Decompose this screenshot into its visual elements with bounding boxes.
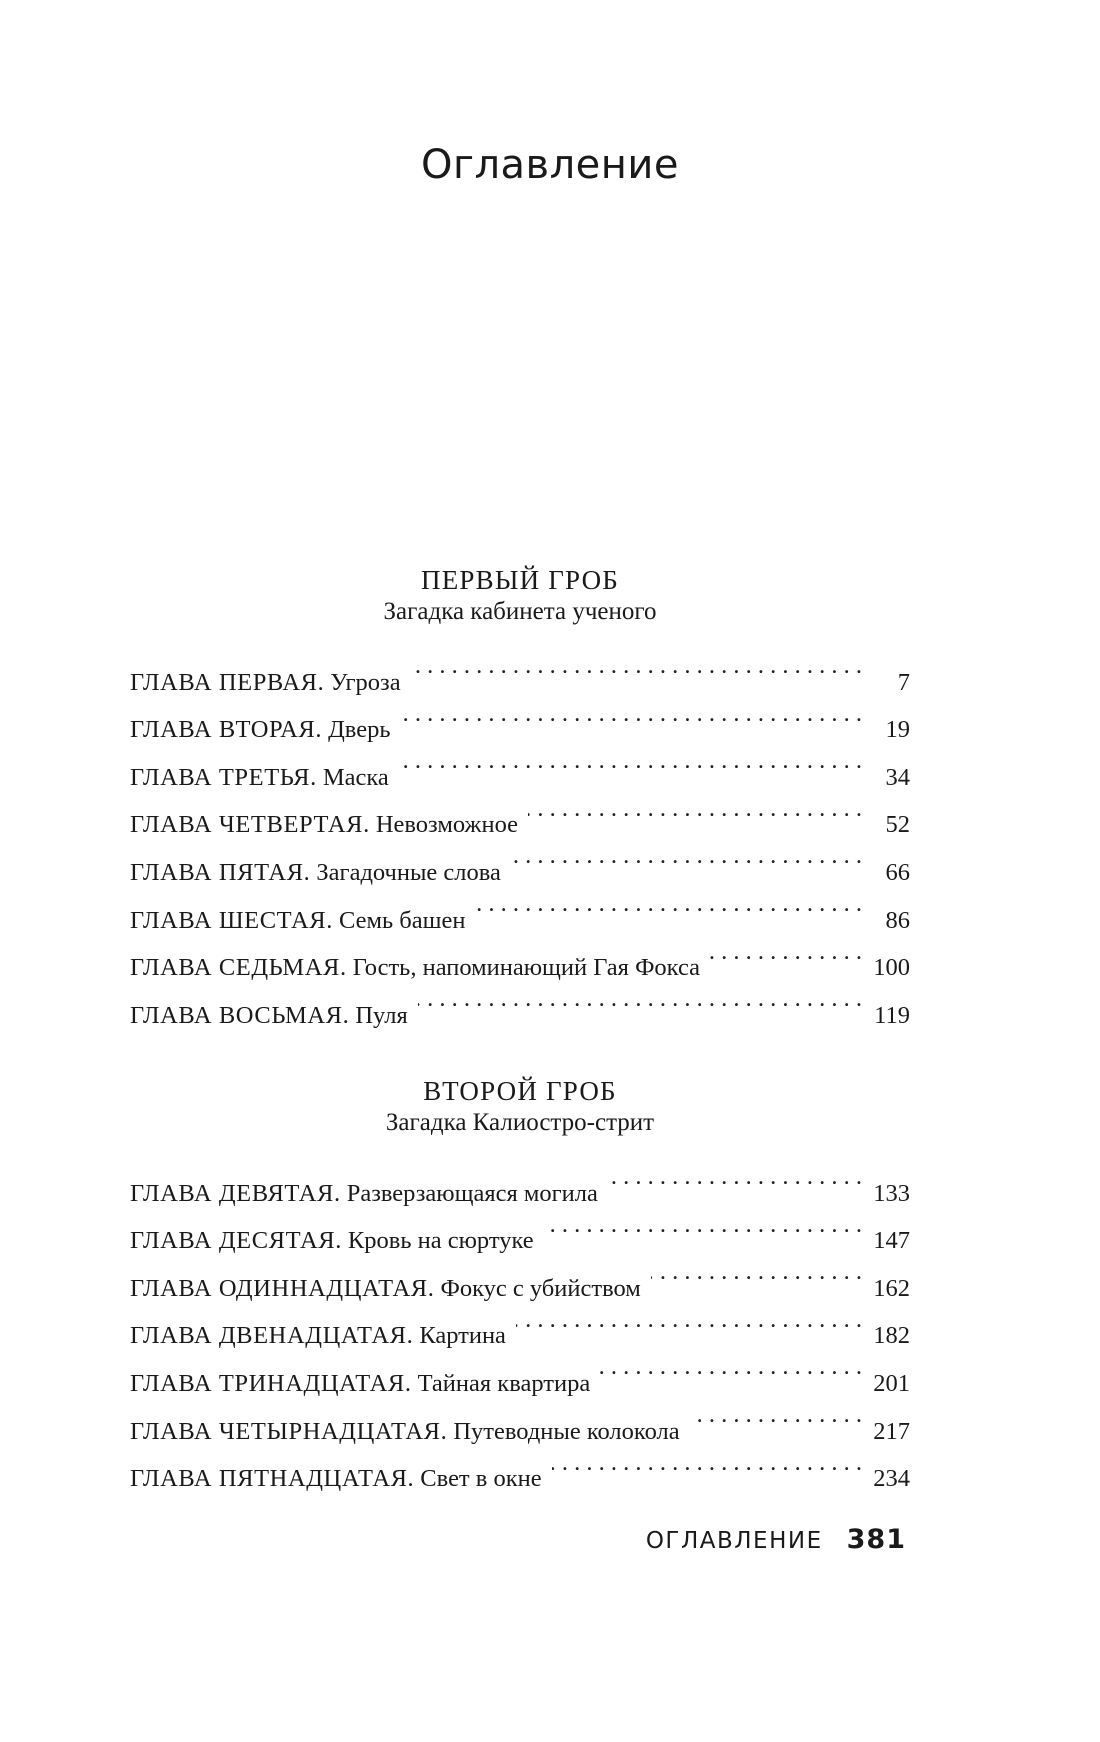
dot-leader <box>544 1201 862 1249</box>
running-footer <box>646 1524 906 1555</box>
chapter-label: ГЛАВА ДЕВЯТАЯ. <box>130 1179 341 1207</box>
dot-leader <box>690 1391 862 1439</box>
chapter-page-number: 100 <box>873 954 910 982</box>
chapter-page-number: 133 <box>873 1179 910 1207</box>
chapter-page-number: 66 <box>885 858 910 886</box>
dot-leader <box>516 1296 862 1344</box>
dot-leader <box>511 832 862 880</box>
chapter-label: ГЛАВА ПЕРВАЯ. <box>130 668 325 696</box>
toc-part-1 <box>130 564 910 1029</box>
chapter-label: ГЛАВА ШЕСТАЯ. <box>130 906 333 934</box>
dot-leader <box>600 1343 862 1391</box>
chapter-label: ГЛАВА ЧЕТЫРНАДЦАТАЯ. <box>130 1417 448 1445</box>
chapter-page-number: 217 <box>873 1417 910 1445</box>
chapter-page-number: 201 <box>873 1369 910 1397</box>
dot-leader <box>528 785 862 833</box>
chapter-title: Картина <box>419 1322 506 1350</box>
chapter-page-number: 234 <box>873 1465 910 1493</box>
chapter-page-number: 182 <box>873 1322 910 1350</box>
dot-leader <box>651 1248 862 1296</box>
chapter-label: ГЛАВА ДЕСЯТАЯ. <box>130 1227 342 1255</box>
dot-leader <box>401 690 863 738</box>
dot-leader <box>399 737 862 785</box>
chapter-label: ГЛАВА ЧЕТВЕРТАЯ. <box>130 811 370 839</box>
chapter-title: Маска <box>322 763 389 791</box>
chapter-page-number: 34 <box>885 763 910 791</box>
chapter-title: Разверзающаяся могила <box>346 1179 598 1207</box>
chapter-label: ГЛАВА ПЯТНАДЦАТАЯ. <box>130 1465 415 1493</box>
part-subtitle: Загадка кабинета ученого <box>383 598 657 625</box>
chapter-title: Загадочные слова <box>316 858 501 886</box>
chapter-title: Угроза <box>330 668 401 696</box>
chapter-title: Путеводные колокола <box>453 1417 680 1445</box>
chapter-label: ГЛАВА ОДИННАДЦАТАЯ. <box>130 1274 435 1302</box>
part-heading: ВТОРОЙ ГРОБ <box>423 1076 617 1106</box>
chapter-label: ГЛАВА СЕДЬМАЯ. <box>130 954 347 982</box>
chapter-page-number: 19 <box>885 716 910 744</box>
chapter-list <box>130 642 910 1029</box>
chapter-page-number: 7 <box>897 668 910 696</box>
chapter-label: ГЛАВА ПЯТАЯ. <box>130 858 311 886</box>
dot-leader <box>608 1153 862 1201</box>
chapter-page-number: 86 <box>885 906 910 934</box>
chapter-page-number: 147 <box>873 1227 910 1255</box>
chapter-label: ГЛАВА ВОСЬМАЯ. <box>130 1001 350 1029</box>
chapter-page-number: 119 <box>874 1001 910 1029</box>
chapter-title: Дверь <box>328 716 391 744</box>
chapter-title: Гость, напоминающий Гая Фокса <box>352 954 701 982</box>
chapter-title: Невозможное <box>375 811 518 839</box>
toc-entry[interactable] <box>130 1153 910 1207</box>
chapter-label: ГЛАВА ДВЕНАДЦАТАЯ. <box>130 1322 414 1350</box>
chapter-title: Тайная квартира <box>417 1369 591 1397</box>
footer-page-number: 381 <box>846 1524 906 1555</box>
dot-leader <box>476 880 863 928</box>
chapter-page-number: 162 <box>873 1274 910 1302</box>
chapter-label: ГЛАВА ТРЕТЬЯ. <box>130 763 317 791</box>
dot-leader <box>710 928 862 976</box>
part-subtitle: Загадка Калиостро-стрит <box>385 1109 655 1136</box>
dot-leader <box>552 1439 862 1487</box>
chapter-list <box>130 1153 910 1493</box>
chapter-title: Семь башен <box>338 906 466 934</box>
page-title: Оглавление <box>420 142 680 188</box>
chapter-title: Пуля <box>355 1001 408 1029</box>
chapter-title: Кровь на сюртуке <box>347 1227 534 1255</box>
chapter-label: ГЛАВА ВТОРАЯ. <box>130 716 323 744</box>
toc-part-2 <box>130 1075 910 1493</box>
part-heading: ПЕРВЫЙ ГРОБ <box>421 565 619 595</box>
chapter-title: Свет в окне <box>420 1465 542 1493</box>
chapter-page-number: 52 <box>885 811 910 839</box>
chapter-label: ГЛАВА ТРИНАДЦАТАЯ. <box>130 1369 412 1397</box>
toc-entry[interactable] <box>130 642 910 696</box>
dot-leader <box>418 975 862 1023</box>
footer-section-label: ОГЛАВЛЕНИЕ <box>645 1528 823 1554</box>
chapter-title: Фокус с убийством <box>440 1274 641 1302</box>
dot-leader <box>411 642 862 690</box>
